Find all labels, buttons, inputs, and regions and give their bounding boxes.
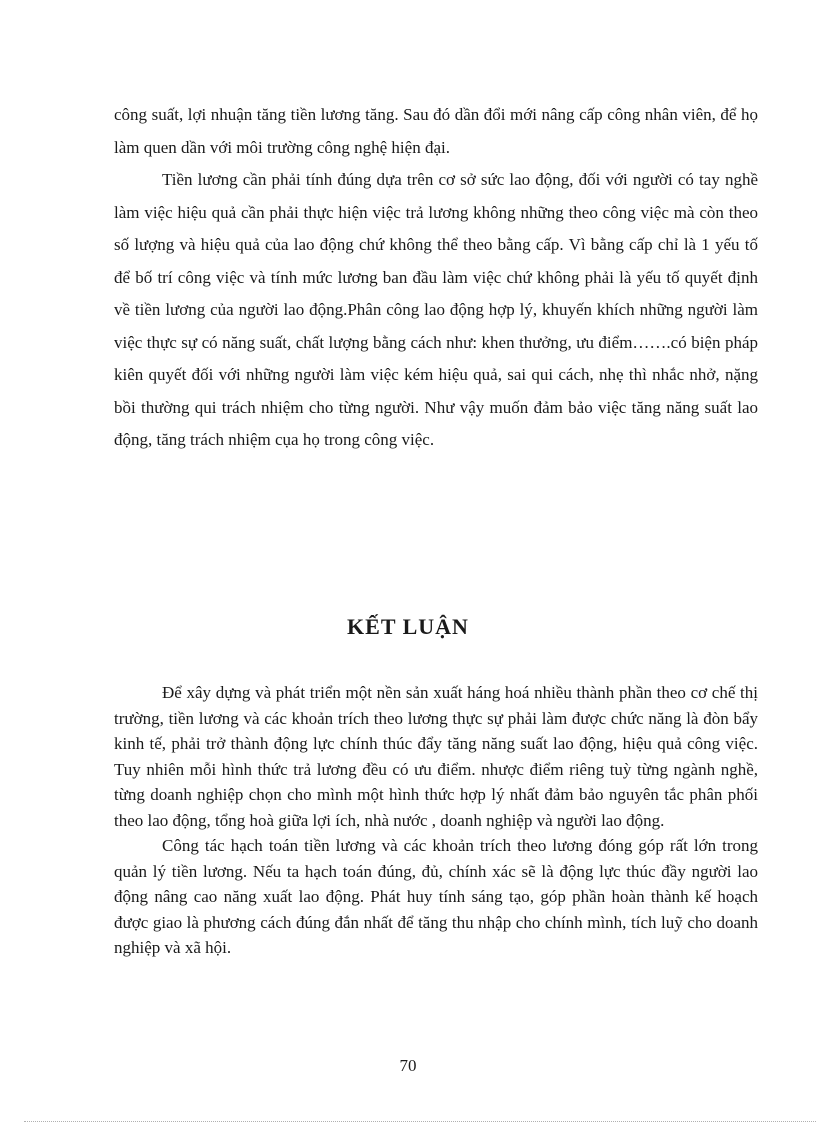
conclusion-body (114, 680, 758, 961)
page-number: 70 (399, 1056, 417, 1075)
paragraph-salary-calculation: Tiền lương cần phải tính đúng dựa trên cơ sở sức lao động, đối với người có tay nghề làm việc hiệu quả cần phải thực hiện việc trả lương không những theo công việc mà còn theo số lượng và hiệu quả của lao động chứ không thể theo bằng cấp. Vì bằng cấp chỉ là 1 yếu tố để bố trí công việc và tính mức lương ban đầu làm việc chứ không phải là yếu tố quyết định về tiền lương của người lao động.Phân công lao động hợp lý, khuyến khích những người làm việc thực sự có năng suất, chất lượng bằng cách như: khen thưởng, ưu điểm…….có biện pháp kiên quyết đối với những người làm việc kém hiệu quả, sai qui cách, nhẹ thì nhắc nhở, nặng bồi thường qui trách nhiệm cho từng người. Như vậy muốn đảm bảo việc tăng năng suất lao động, tăng trách nhiệm cụa họ trong công việc. (114, 170, 758, 449)
conclusion-paragraph-2: Công tác hạch toán tiền lương và các khoản trích theo lương đóng góp rất lớn trong quản lý tiền lương. Nếu ta hạch toán đúng, đủ, chính xác sẽ là động lực thúc đầy người lao động nâng cao năng xuất lao động. Phát huy tính sáng tạo, góp phần hoàn thành kế hoạch được giao là phương cách đúng đắn nhất để tăng thu nhập cho chính mình, tích luỹ cho doanh nghiệp và xã hội. (114, 836, 758, 957)
conclusion-heading: KẾT LUẬN (347, 614, 469, 639)
page-bottom-dotted-rule (24, 1121, 816, 1122)
conclusion-paragraph-1: Để xây dựng và phát triển một nền sản xuất háng hoá nhiều thành phần theo cơ chế thị trường, tiền lương và các khoản trích theo lương thực sự phải làm được chức năng là đòn bẩy kinh tế, phải trở thành động lực chính thúc đẩy tăng năng suất lao động, hiệu quả công việc. Tuy nhiên mỗi hình thức trả lương đều có ưu điểm. nhược điểm riêng tuỳ từng ngành nghề, từng doanh nghiệp chọn cho mình một hình thức hợp lý nhất đảm bảo nguyên tắc phân phối theo lao động, tổng hoà giữa lợi ích, nhà nước , doanh nghiệp và người lao động. (114, 683, 758, 830)
body-text-top (114, 99, 758, 457)
paragraph-continuation: công suất, lợi nhuận tăng tiền lương tăng. Sau đó dần đổi mới nâng cấp công nhân viên, để họ làm quen dần với môi trường công nghệ hiện đại. (114, 105, 758, 157)
